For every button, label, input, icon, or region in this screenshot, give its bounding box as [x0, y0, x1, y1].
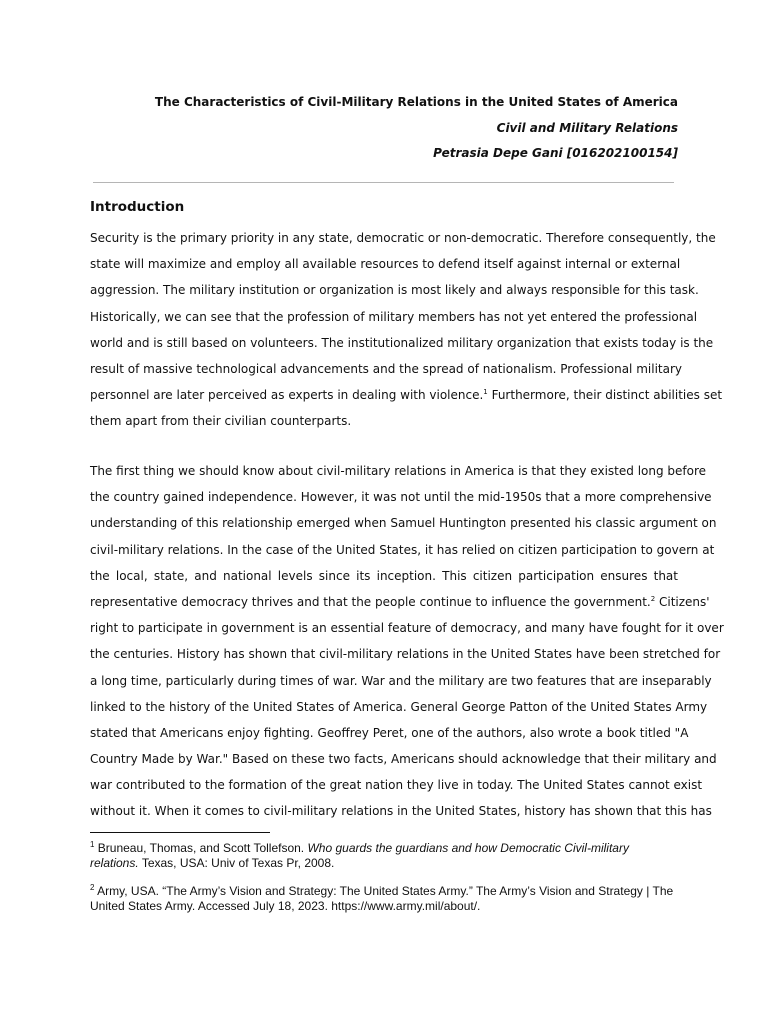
- footnote-number: 2: [90, 883, 95, 892]
- paragraph-line: the local, state, and national levels since its inception. This citizen participation ensures that: [90, 568, 678, 583]
- paragraph-line: the centuries. History has shown that civil-military relations in the United States have been stretched for: [90, 647, 721, 662]
- footnote-2: [90, 884, 680, 913]
- paragraph-line: Historically, we can see that the profession of military members has not yet entered the professional: [90, 309, 698, 324]
- paragraph-line: world and is still based on volunteers. The institutionalized military organization that exists today is the: [90, 335, 714, 350]
- course-name: Civil and Military Relations: [496, 120, 678, 135]
- paragraph-line: linked to the history of the United States of America. General George Patton of the United States Army: [90, 699, 708, 714]
- footnote-mark: 1: [483, 388, 488, 397]
- footnote-text: Bruneau, Thomas, and Scott Tollefson.: [94, 841, 308, 855]
- paragraph-1: [90, 225, 723, 435]
- paragraph-line: state will maximize and employ all available resources to defend itself against internal or external: [90, 257, 681, 272]
- author-line: Petrasia Depe Gani [016202100154]: [433, 146, 678, 160]
- footnote-text: Army, USA. “The Army’s Vision and Strategy: The United States Army.” The Army’s Vision and Strategy | The United States Army. Accessed July 18, 2023. https://www.army.mil/about/.: [90, 884, 674, 913]
- paragraph-line: war contributed to the formation of the great nation they live in today. The United States cannot exist: [90, 778, 703, 793]
- line-text: Furthermore, their distinct abilities set: [487, 388, 723, 403]
- paragraph-line: a long time, particularly during times of war. War and the military are two features that are inseparably: [90, 673, 712, 688]
- footnote-italic-title: Who guards the guardians and how Democratic Civil-military relations.: [90, 841, 629, 870]
- section-heading-introduction: Introduction: [90, 199, 185, 215]
- footnote-separator: [90, 832, 270, 833]
- footnote-1: [90, 841, 680, 870]
- paragraph-line: right to participate in government is an essential feature of democracy, and many have fought for it over: [90, 621, 724, 636]
- line-text: personnel are later perceived as experts in dealing with violence.: [90, 388, 484, 403]
- paragraph-line: result of massive technological advancements and the spread of nationalism. Professional military: [90, 361, 682, 376]
- paragraph-line: civil-military relations. In the case of the United States, it has relied on citizen participation to govern at: [90, 542, 715, 557]
- line-text: Citizens': [655, 594, 710, 609]
- paragraph-line: [90, 589, 710, 615]
- line-text: representative democracy thrives and that the people continue to influence the government.: [90, 594, 651, 609]
- paragraph-line: aggression. The military institution or organization is most likely and always responsible for this task.: [90, 283, 699, 298]
- paragraph-2: [90, 458, 724, 825]
- paragraph-line: without it. When it comes to civil-military relations in the United States, history has shown that this has: [90, 804, 712, 819]
- paragraph-line: stated that Americans enjoy fighting. Geoffrey Peret, one of the authors, also wrote a book titled "A: [90, 725, 689, 740]
- footnote-text: Texas, USA: Univ of Texas Pr, 2008.: [138, 855, 335, 870]
- paragraph-line: them apart from their civilian counterparts.: [90, 414, 352, 429]
- footnote-mark: 2: [650, 594, 656, 603]
- footnote-number: 1: [90, 840, 95, 849]
- paragraph-line: Security is the primary priority in any state, democratic or non-democratic. Therefore consequently, the: [90, 231, 716, 245]
- paragraph-line: the country gained independence. However, it was not until the mid-1950s that a more comprehensive: [90, 490, 712, 505]
- paragraph-line: [90, 382, 723, 408]
- header-divider: [93, 182, 674, 183]
- paragraph-line: Country Made by War." Based on these two facts, Americans should acknowledge that their military and: [90, 752, 717, 767]
- document-title: The Characteristics of Civil-Military Relations in the United States of America: [154, 95, 678, 109]
- paragraph-line: understanding of this relationship emerged when Samuel Huntington presented his classic argument on: [90, 516, 717, 531]
- document-header: [90, 90, 678, 167]
- paragraph-line: The first thing we should know about civil-military relations in America is that they existed long before: [90, 464, 707, 478]
